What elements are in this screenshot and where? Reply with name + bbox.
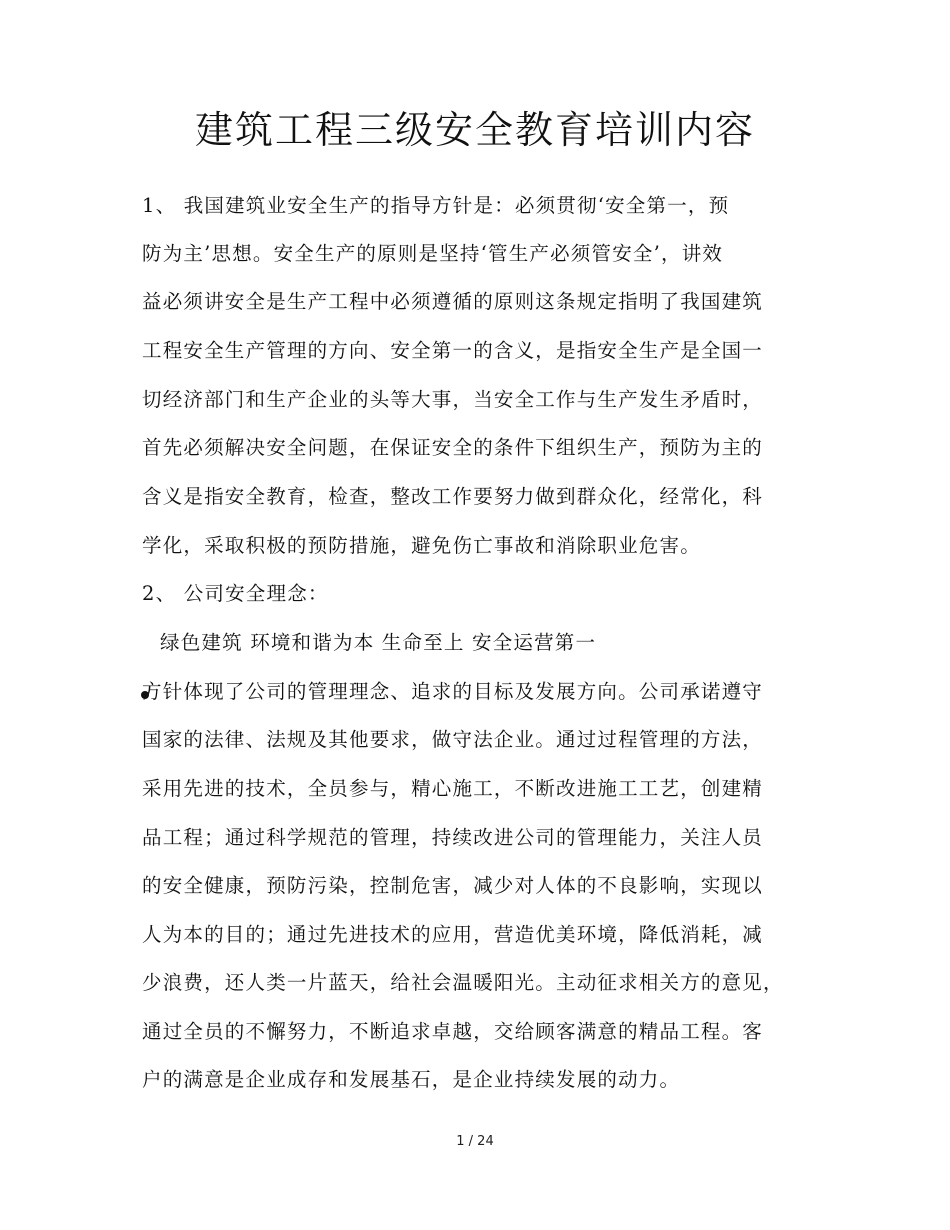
page-number: 1 / 24 [456,1134,494,1149]
paragraph-line: 含义是指安全教育，检查，整改工作要努力做到群众化，经常化，科 [142,485,764,508]
paragraph-line: 少浪费，还人类一片蓝天，给社会温暖阳光。主动征求相关方的意见， [142,971,784,994]
paragraph-line: 工程安全生产管理的方向、安全第一的含义，是指安全生产是全国一 [142,339,764,362]
paragraph-line: 人为本的目的；通过先进技术的应用，营造优美环境，降低消耗，减 [142,923,764,946]
paragraph-line: 通过全员的不懈努力，不断追求卓越，交给顾客满意的精品工程。客 [142,1020,764,1043]
paragraph-line: 国家的法律、法规及其他要求，做守法企业。通过过程管理的方法， [142,728,764,751]
paragraph-line: 的安全健康，预防污染，控制危害，减少对人体的不良影响，实现以 [142,874,764,897]
section-heading: 2、 公司安全理念： [142,582,329,605]
slogan-line: 绿色建筑 环境和谐为本 生命至上 安全运营第一 [160,631,597,654]
paragraph-line: 方针体现了公司的管理理念、追求的目标及发展方向。公司承诺遵守 [142,680,764,703]
paragraph-line: 防为主’思想。安全生产的原则是坚持‘管生产必须管安全’，讲效 [142,242,724,265]
paragraph-line: 品工程；通过科学规范的管理，持续改进公司的管理能力，关注人员 [142,826,764,849]
paragraph-line: 学化，采取积极的预防措施，避免伤亡事故和消除职业危害。 [142,534,701,557]
paragraph-line: 切经济部门和生产企业的头等大事，当安全工作与生产发生矛盾时， [142,388,764,411]
paragraph-line: 1、 我国建筑业安全生产的指导方针是：必须贯彻‘安全第一，预 [142,194,730,217]
paragraph-line: 首先必须解决安全问题，在保证安全的条件下组织生产，预防为主的 [142,436,764,459]
paragraph-line: 采用先进的技术，全员参与，精心施工，不断改进施工工艺，创建精 [142,777,764,800]
paragraph-line: 益必须讲安全是生产工程中必须遵循的原则这条规定指明了我国建筑 [142,290,764,313]
document-title: 建筑工程三级安全教育培训内容 [194,108,755,152]
paragraph-line: 户的满意是企业成存和发展基石，是企业持续发展的动力。 [142,1068,681,1091]
